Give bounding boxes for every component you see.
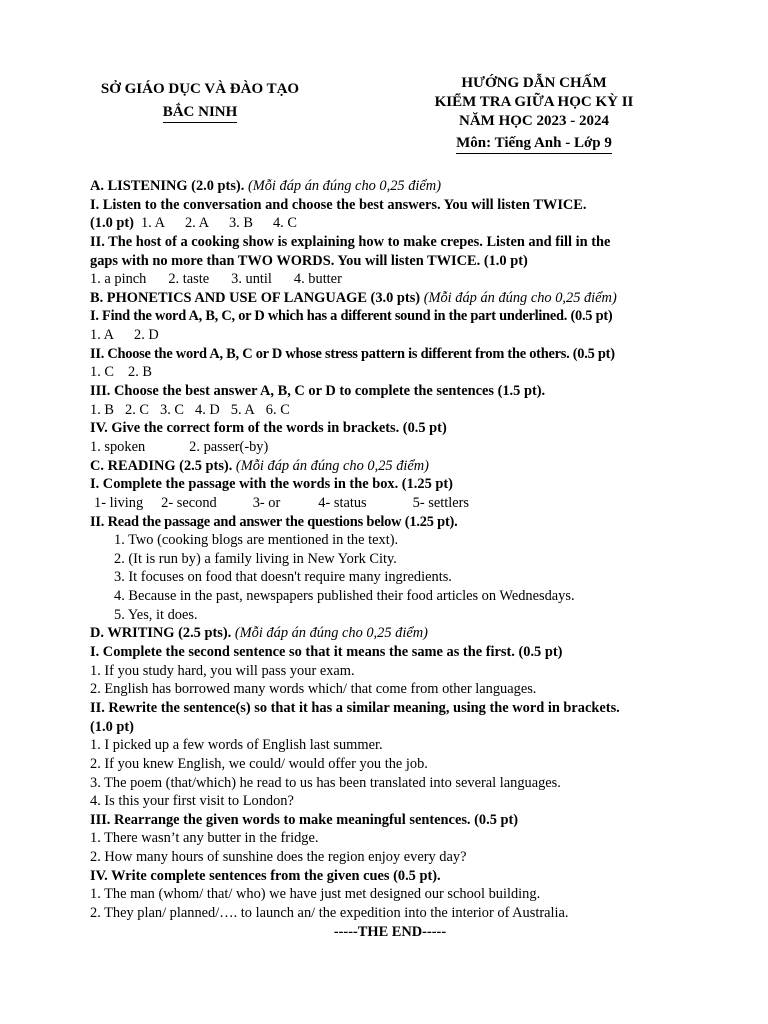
list-item: 3. The poem (that/which) he read to us has been translated into several languages. — [90, 774, 561, 791]
province-name: BẮC NINH — [163, 103, 238, 123]
section-b-part3-answers — [90, 401, 690, 420]
list-item: 2. English has borrowed many words which/ that come from other languages. — [90, 681, 537, 698]
section-a-part2-question-cont: gaps with no more than TWO WORDS. You will listen TWICE. (1.0 pt) — [90, 252, 528, 269]
section-d-part2-question-cont: (1.0 pt) — [90, 718, 134, 735]
list-item: 2. (It is run by) a family living in New York City. — [114, 550, 397, 567]
list-item: 3. It focuses on food that doesn't require many ingredients. — [114, 569, 452, 586]
answer: 1- living — [94, 494, 144, 511]
answer: 1. B — [90, 401, 114, 418]
section-d-part1-question: I. Complete the second sentence so that it means the same as the first. (0.5 pt) — [90, 644, 563, 661]
answer: 2. C — [125, 401, 149, 418]
list-item: 2. They plan/ planned/…. to launch an/ the expedition into the interior of Australia. — [90, 904, 569, 921]
answer-key — [90, 177, 690, 941]
section-b-part2-question: II. Choose the word A, B, C or D whose stress pattern is different from the others. (0.5 pt) — [90, 345, 615, 362]
answer: 2. B — [128, 364, 152, 381]
section-b-part1-answers — [90, 326, 690, 345]
answer: 5. A — [230, 401, 255, 418]
section-a-part1-answers — [90, 214, 690, 233]
section-b-note: (Mỗi đáp án đúng cho 0,25 điểm) — [423, 289, 617, 306]
subject-grade: Môn: Tiếng Anh - Lớp 9 — [456, 134, 612, 154]
section-c-part2-question: II. Read the passage and answer the questions below (1.25 pt). — [90, 513, 458, 530]
answer: 2- second — [161, 494, 217, 511]
answer: 6. C — [265, 401, 290, 418]
list-item: 2. How many hours of sunshine does the region enjoy every day? — [90, 849, 467, 866]
section-a-part1-question: I. Listen to the conversation and choose the best answers. You will listen TWICE. — [90, 196, 587, 213]
section-b-part4-answers — [90, 438, 690, 457]
list-item: 4. Because in the past, newspapers published their food articles on Wednesdays. — [114, 588, 575, 605]
list-item: 1. I picked up a few words of English last summer. — [90, 737, 383, 754]
section-a-part2-question: II. The host of a cooking show is explaining how to make crepes. Listen and fill in the — [90, 233, 611, 250]
list-item: 1. If you study hard, you will pass your exam. — [90, 662, 355, 679]
answer: 3. until — [231, 271, 272, 288]
answer: 1. spoken — [90, 438, 146, 455]
answer: 2. taste — [168, 271, 210, 288]
header-exam-info — [400, 74, 668, 154]
answer: 1. A — [140, 215, 165, 232]
answer: 2. A — [184, 215, 209, 232]
answer: 4- status — [318, 494, 367, 511]
section-b-part4-question: IV. Give the correct form of the words in brackets. (0.5 pt) — [90, 420, 447, 437]
list-item: 5. Yes, it does. — [114, 606, 198, 623]
answer: 3. B — [228, 215, 253, 232]
answer: 4. C — [272, 215, 297, 232]
section-b-part3-question: III. Choose the best answer A, B, C or D to complete the sentences (1.5 pt). — [90, 383, 546, 400]
list-item: 1. There wasn’t any butter in the fridge. — [90, 830, 319, 847]
section-c-note: (Mỗi đáp án đúng cho 0,25 điểm) — [235, 457, 429, 474]
section-c-part1-question: I. Complete the passage with the words in the box. (1.25 pt) — [90, 476, 453, 493]
list-item: 4. Is this your first visit to London? — [90, 793, 294, 810]
section-b-heading: B. PHONETICS AND USE OF LANGUAGE (3.0 pts) (Mỗi đáp án đúng cho 0,25 điểm) — [90, 289, 617, 306]
section-d-part4-question: IV. Write complete sentences from the given cues (0.5 pt). — [90, 867, 441, 884]
section-d-heading: D. WRITING (2.5 pts). (Mỗi đáp án đúng cho 0,25 điểm) — [90, 625, 428, 642]
answer: 4. D — [195, 401, 220, 418]
document-end-marker: -----THE END----- — [333, 923, 447, 940]
section-c-part1-answers — [90, 494, 690, 513]
section-b-part2-answers — [90, 363, 690, 382]
section-c-heading: C. READING (2.5 pts). (Mỗi đáp án đúng cho 0,25 điểm) — [90, 457, 429, 474]
section-a-note: (Mỗi đáp án đúng cho 0,25 điểm) — [247, 178, 441, 194]
school-year: NĂM HỌC 2023 - 2024 — [459, 113, 609, 129]
section-d-part3-question: III. Rearrange the given words to make meaningful sentences. (0.5 pt) — [90, 811, 519, 828]
section-b-part1-question: I. Find the word A, B, C, or D which has a different sound in the part underlined. (0.5 pt) — [90, 308, 613, 325]
list-item: 2. If you knew English, we could/ would offer you the job. — [90, 755, 428, 772]
answer: 2. D — [134, 327, 159, 344]
answer: 3. C — [160, 401, 184, 418]
answer: 3- or — [252, 494, 281, 511]
answer: 1. A — [90, 327, 114, 344]
list-item: 1. Two (cooking blogs are mentioned in the text). — [114, 532, 399, 549]
section-a-part2-answers — [90, 270, 690, 289]
section-d-part2-question: II. Rewrite the sentence(s) so that it has a similar meaning, using the word in brackets. — [90, 699, 620, 716]
list-item: 1. The man (whom/ that/ who) we have just met designed our school building. — [90, 886, 541, 903]
doc-type: HƯỚNG DẪN CHẤM — [461, 75, 607, 91]
answer: 1. C — [90, 364, 114, 381]
answer: 1. a pinch — [90, 271, 147, 288]
part-points: (1.0 pt) — [90, 215, 134, 232]
department-name: SỞ GIÁO DỤC VÀ ĐÀO TẠO — [100, 81, 300, 97]
answer: 4. butter — [293, 271, 342, 288]
section-d-note: (Mỗi đáp án đúng cho 0,25 điểm) — [234, 625, 428, 642]
exam-name: KIỂM TRA GIỮA HỌC KỲ II — [434, 94, 634, 110]
answer: 2. passer(-by) — [189, 438, 269, 455]
answer: 5- settlers — [412, 494, 470, 511]
section-a-heading: A. LISTENING (2.0 pts). (Mỗi đáp án đúng cho 0,25 điểm) — [90, 178, 441, 194]
header-department — [60, 78, 340, 124]
